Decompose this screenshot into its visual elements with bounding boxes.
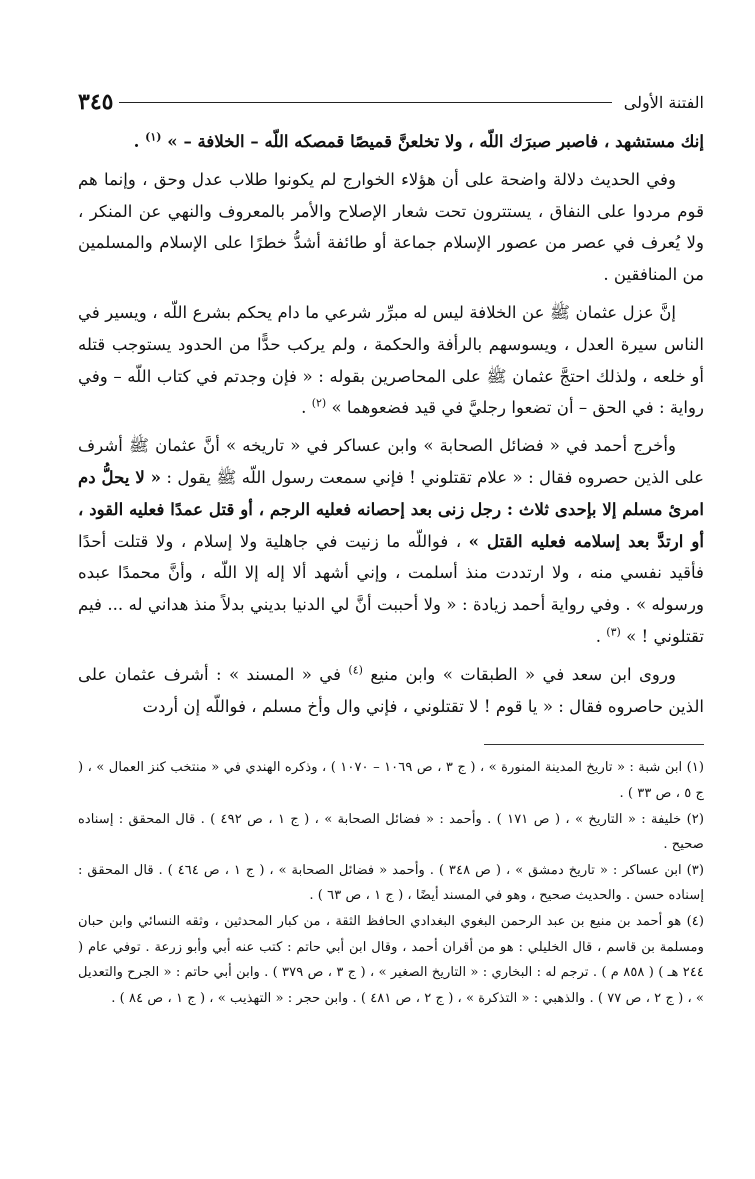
paragraph-4-part2: ، فواللّه ما زنيت في جاهلية ولا إسلام ، ولا قتلت أحدًا فأقيد نفسي منه ، ولا ارتددت منذ أسلمت ، وإني أشهد ألا إله إلا اللّه ، وأنَّ محمدًا عبده ورسوله » . وفي رواية أحمد زيادة : « ولا أحببت أنَّ لي الدنيا بديني بدلاً منذ هداني له ... فيم تقتلوني ! » — [78, 531, 704, 646]
paragraph-2 — [78, 164, 704, 291]
book-page — [78, 84, 704, 1134]
header-rule — [119, 102, 611, 103]
paragraph-5 — [78, 659, 704, 723]
paragraph-3-text: إنَّ عزل عثمان ﷺ عن الخلافة ليس له مبرِّر شرعي ما دام يحكم بشرع اللّه ، ويسير في الناس سيرة العدل ، ويسوسهم بالرأفة والحكمة ، ولم يركب حدًّا من الحدود يستوجب قتله أو خلعه ، ولذلك احتجَّ عثمان ﷺ على المحاصرين بقوله : « فإن وجدتم في كتاب اللّه – وفي رواية : في الحق – أن تضعوا رجليَّ في قيد فضعوهما » — [78, 302, 704, 418]
paragraph-5-part2: في « المسند » : أشرف عثمان على الذين حاصروه فقال : « يا قوم ! لا تقتلوني ، فإني وال وأخ مسلم ، فواللّه إن أردت — [78, 664, 704, 716]
footnote-2: (٢) خليفة : « التاريخ » ، ( ص ١٧١ ) . وأحمد : « فضائل الصحابة » ، ( ج ١ ، ص ٤٩٢ ) . قال المحقق : إسناده صحيح . — [78, 811, 704, 853]
page-header — [78, 84, 704, 120]
paragraph-1-text: إنك مستشهد ، فاصبر صبرَك اللّه ، ولا تخلعنَّ قميصًا قمصكه اللّه – الخلافة – » — [167, 131, 704, 151]
paragraph-3 — [78, 297, 704, 424]
running-title: الفتنة الأولى — [623, 92, 704, 112]
paragraph-1 — [78, 126, 704, 158]
paragraph-4-part1: وأخرج أحمد في « فضائل الصحابة » وابن عساكر في « تاريخه » أنَّ عثمان ﷺ أشرف على الذين حصروه فقال : « علام تقتلوني ! فإني سمعت رسول اللّه ﷺ يقول : — [78, 436, 704, 487]
paragraph-4 — [78, 430, 704, 653]
footnote-separator — [484, 744, 704, 745]
footnotes — [78, 755, 704, 1011]
paragraph-1-tail: . — [133, 131, 140, 151]
paragraph-4-tail: . — [595, 626, 602, 646]
paragraph-5-part1: وروى ابن سعد في « الطبقات » وابن منيع — [370, 664, 676, 684]
paragraph-2-text: وفي الحديث دلالة واضحة على أن هؤلاء الخوارج لم يكونوا طلاب عدل وحق ، وإنما هم قوم مردوا على النفاق ، يستترون تحت شعار الإصلاح والأمر بالمعروف والنهي عن المنكر ، ولا يُعرف في عصر من عصور الإسلام جماعة أو طائفة أشدُّ خطرًا على الإسلام والمسلمين من المنافقين . — [78, 169, 704, 285]
footnote-ref-4: (٤) — [348, 663, 363, 677]
paragraph-3-tail: . — [301, 398, 307, 418]
hadith-quote: « لا يحلُّ دم امرئ مسلم إلا بإحدى ثلاث : رجل زنى بعد إحصانه فعليه الرجم ، أو قتل عمدًا فعليه القود ، أو ارتدَّ بعد إسلامه فعليه القتل » — [78, 466, 704, 551]
footnote-3: (٣) ابن عساكر : « تاريخ دمشق » ، ( ص ٣٤٨ ) . وأحمد « فضائل الصحابة » ، ( ج ١ ، ص ٤٦٤ ) . قال المحقق : إسناده حسن . والحديث صحيح ، وهو في المسند أيضًا ، ( ج ١ ، ص ٦٣ ) . — [78, 862, 704, 904]
footnote-1: (١) ابن شبة : « تاريخ المدينة المنورة » ، ( ج ٣ ، ص ١٠٦٩ – ١٠٧٠ ) ، وذكره الهندي في « منتخب كنز العمال » ، ( ج ٥ ، ص ٣٣ ) . — [78, 760, 705, 801]
footnote-4: (٤) هو أحمد بن منيع بن عبد الرحمن البغوي البغدادي الحافظ الثقة ، من كبار المحدثين ، وثقه النسائي وابن حبان ومسلمة بن قاسم ، قال الخليلي : هو من أقران أحمد ، وقال ابن أبي حاتم : كتب عنه أبي وأبو زرعة . توفي عام ( ٢٤٤ هـ ) ( ٨٥٨ م ) . ترجم له : البخاري : « التاريخ الصغير » ، ( ج ٣ ، ص ٣٧٩ ) . وابن أبي حاتم : « الجرح والتعديل » ، ( ج ٢ ، ص ٧٧ ) . والذهبي : « التذكرة » ، ( ج ٢ ، ص ٤٨١ ) . وابن حجر : « التهذيب » ، ( ج ١ ، ص ٨٤ ) . — [78, 913, 704, 1006]
footnote-ref-2: (٢) — [311, 396, 327, 410]
footnote-ref-1: (١) — [145, 130, 162, 144]
main-text — [78, 126, 704, 722]
page-number: ٣٤٥ — [78, 89, 114, 115]
footnote-ref-3: (٣) — [606, 625, 621, 639]
